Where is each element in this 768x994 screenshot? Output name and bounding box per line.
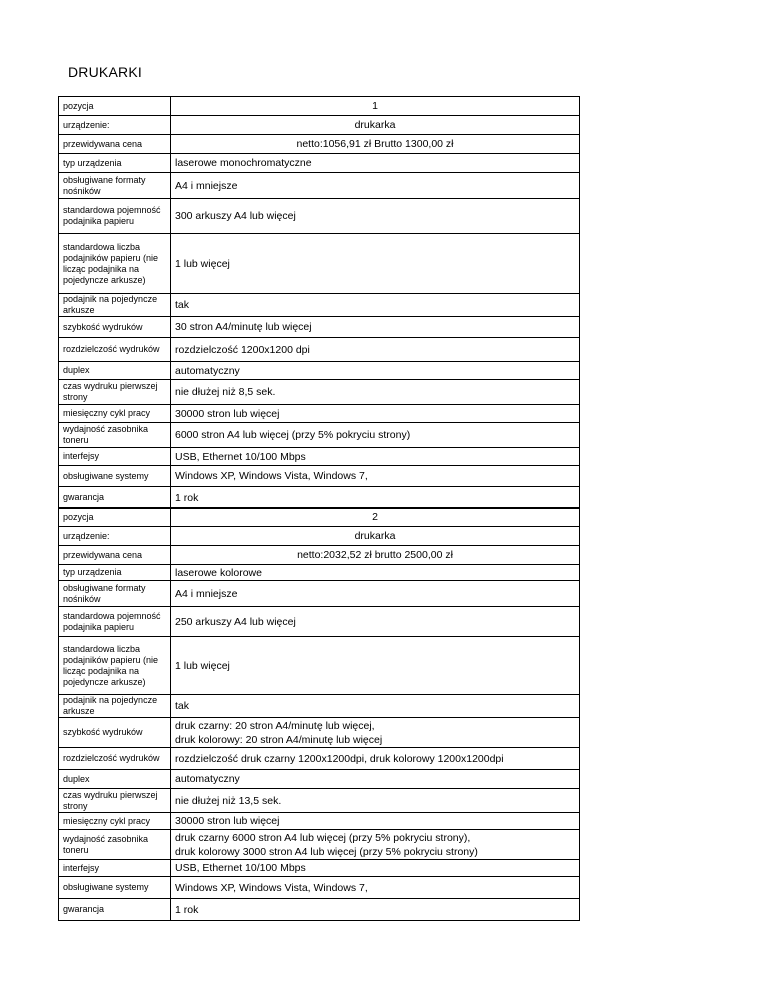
spec-value: drukarka — [171, 116, 580, 135]
table-row — [59, 234, 580, 294]
spec-table-1 — [58, 96, 580, 509]
spec-value: 1 rok — [171, 487, 580, 509]
spec-value: 30000 stron lub więcej — [171, 813, 580, 830]
spec-value: 1 lub więcej — [171, 637, 580, 695]
spec-value: rozdzielczość 1200x1200 dpi — [171, 338, 580, 362]
table-row — [59, 637, 580, 695]
table-row — [59, 718, 580, 748]
spec-value: 30 stron A4/minutę lub więcej — [171, 317, 580, 338]
spec-value: tak — [171, 695, 580, 718]
spec-label: urządzenie: — [59, 116, 171, 135]
table-row — [59, 423, 580, 448]
table-row — [59, 97, 580, 116]
spec-label: podajnik na pojedyncze arkusze — [59, 695, 171, 718]
spec-value: laserowe kolorowe — [171, 565, 580, 581]
table-row — [59, 154, 580, 173]
spec-table-body — [59, 97, 580, 509]
spec-value: druk czarny: 20 stron A4/minutę lub więcej, druk kolorowy: 20 stron A4/minutę lub więcej — [171, 718, 580, 748]
spec-label: wydajność zasobnika toneru — [59, 423, 171, 448]
spec-value: 2 — [171, 508, 580, 527]
table-row — [59, 487, 580, 509]
table-row — [59, 565, 580, 581]
table-row — [59, 813, 580, 830]
spec-value: 1 — [171, 97, 580, 116]
table-row — [59, 581, 580, 607]
table-row — [59, 508, 580, 527]
table-row — [59, 527, 580, 546]
spec-label: pozycja — [59, 97, 171, 116]
spec-value: automatyczny — [171, 770, 580, 789]
spec-label: miesięczny cykl pracy — [59, 405, 171, 423]
spec-label: czas wydruku pierwszej strony — [59, 380, 171, 405]
spec-table-body — [59, 508, 580, 921]
spec-label: pozycja — [59, 508, 171, 527]
table-row — [59, 899, 580, 921]
spec-value: drukarka — [171, 527, 580, 546]
spec-label: interfejsy — [59, 448, 171, 466]
spec-value: laserowe monochromatyczne — [171, 154, 580, 173]
spec-value: A4 i mniejsze — [171, 173, 580, 199]
spec-label: gwarancja — [59, 899, 171, 921]
spec-label: obsługiwane formaty nośników — [59, 173, 171, 199]
page-title: DRUKARKI — [68, 64, 142, 80]
table-row — [59, 199, 580, 234]
table-row — [59, 294, 580, 317]
table-row — [59, 380, 580, 405]
spec-label: podajnik na pojedyncze arkusze — [59, 294, 171, 317]
table-row — [59, 317, 580, 338]
spec-label: szybkość wydruków — [59, 718, 171, 748]
spec-label: duplex — [59, 362, 171, 380]
spec-label: standardowa pojemność podajnika papieru — [59, 199, 171, 234]
spec-label: obsługiwane formaty nośników — [59, 581, 171, 607]
table-row — [59, 173, 580, 199]
spec-label: rozdzielczość wydruków — [59, 338, 171, 362]
spec-value: netto:1056,91 zł Brutto 1300,00 zł — [171, 135, 580, 154]
table-row — [59, 748, 580, 770]
table-row — [59, 830, 580, 860]
spec-value: 300 arkuszy A4 lub więcej — [171, 199, 580, 234]
spec-label: standardowa pojemność podajnika papieru — [59, 607, 171, 637]
spec-value: 250 arkuszy A4 lub więcej — [171, 607, 580, 637]
table-row — [59, 546, 580, 565]
table-row — [59, 338, 580, 362]
spec-value: 1 rok — [171, 899, 580, 921]
spec-value: 1 lub więcej — [171, 234, 580, 294]
table-row — [59, 789, 580, 813]
table-row — [59, 116, 580, 135]
table-row — [59, 135, 580, 154]
spec-label: obsługiwane systemy — [59, 466, 171, 487]
spec-label: rozdzielczość wydruków — [59, 748, 171, 770]
spec-label: interfejsy — [59, 860, 171, 877]
spec-label: wydajność zasobnika toneru — [59, 830, 171, 860]
table-row — [59, 770, 580, 789]
spec-label: szybkość wydruków — [59, 317, 171, 338]
spec-table-2 — [58, 507, 580, 921]
spec-value: USB, Ethernet 10/100 Mbps — [171, 860, 580, 877]
spec-label: typ urządzenia — [59, 154, 171, 173]
spec-value: tak — [171, 294, 580, 317]
table-row — [59, 448, 580, 466]
table-row — [59, 362, 580, 380]
spec-label: urządzenie: — [59, 527, 171, 546]
spec-label: czas wydruku pierwszej strony — [59, 789, 171, 813]
spec-value: netto:2032,52 zł brutto 2500,00 zł — [171, 546, 580, 565]
spec-label: typ urządzenia — [59, 565, 171, 581]
spec-value: A4 i mniejsze — [171, 581, 580, 607]
spec-value: automatyczny — [171, 362, 580, 380]
spec-label: miesięczny cykl pracy — [59, 813, 171, 830]
spec-value: nie dłużej niż 13,5 sek. — [171, 789, 580, 813]
spec-label: obsługiwane systemy — [59, 877, 171, 899]
spec-value: 30000 stron lub więcej — [171, 405, 580, 423]
spec-value: nie dłużej niż 8,5 sek. — [171, 380, 580, 405]
spec-value: Windows XP, Windows Vista, Windows 7, — [171, 877, 580, 899]
spec-value: Windows XP, Windows Vista, Windows 7, — [171, 466, 580, 487]
spec-label: gwarancja — [59, 487, 171, 509]
spec-value: 6000 stron A4 lub więcej (przy 5% pokryciu strony) — [171, 423, 580, 448]
table-row — [59, 466, 580, 487]
table-row — [59, 860, 580, 877]
spec-value: USB, Ethernet 10/100 Mbps — [171, 448, 580, 466]
spec-value: rozdzielczość druk czarny 1200x1200dpi, druk kolorowy 1200x1200dpi — [171, 748, 580, 770]
table-row — [59, 877, 580, 899]
table-row — [59, 695, 580, 718]
spec-label: standardowa liczba podajników papieru (nie licząc podajnika na pojedyncze arkusze) — [59, 234, 171, 294]
spec-label: standardowa liczba podajników papieru (nie licząc podajnika na pojedyncze arkusze) — [59, 637, 171, 695]
table-row — [59, 607, 580, 637]
spec-label: przewidywana cena — [59, 135, 171, 154]
spec-label: przewidywana cena — [59, 546, 171, 565]
spec-value: druk czarny 6000 stron A4 lub więcej (przy 5% pokryciu strony), druk kolorowy 3000 stron A4 lub więcej (przy 5% pokryciu strony) — [171, 830, 580, 860]
spec-label: duplex — [59, 770, 171, 789]
table-row — [59, 405, 580, 423]
